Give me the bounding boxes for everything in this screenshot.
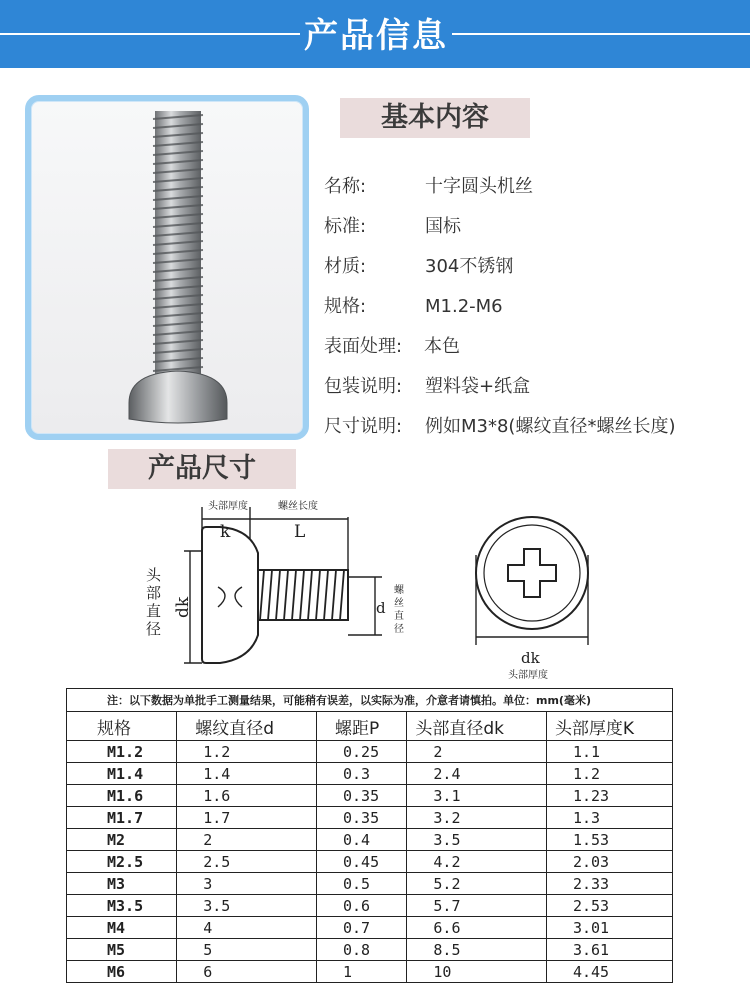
basic-info-tag: 基本内容 — [340, 98, 530, 138]
table-row: M2 2 0.4 3.5 1.53 — [67, 829, 673, 851]
top-dk-symbol: dk — [521, 649, 540, 667]
head-diameter-char-1: 头 — [146, 566, 162, 584]
dk-side-symbol: dk — [173, 596, 193, 618]
screw-length-label: 螺丝长度 — [278, 501, 318, 512]
product-photo — [25, 95, 309, 440]
top-view-label: 头部厚度 — [508, 670, 548, 681]
spec-surface: 表面处理: 本色 — [324, 336, 460, 357]
banner-title: 产品信息 — [304, 16, 448, 56]
dimension-diagram — [120, 495, 720, 685]
top-view-outer — [476, 517, 588, 629]
thread-diameter-char-3: 直 — [394, 611, 404, 622]
header-pitch: 螺距P — [316, 712, 406, 741]
thread-diameter-char-2: 丝 — [394, 598, 404, 609]
product-size-tag: 产品尺寸 — [108, 449, 296, 489]
thread-diameter-char-4: 径 — [394, 624, 404, 635]
banner-line-left — [0, 33, 300, 35]
phillips-cross — [508, 549, 556, 597]
table-row: M3 3 0.5 5.2 2.33 — [67, 873, 673, 895]
head-thickness-label: 头部厚度 — [208, 501, 248, 512]
l-symbol: L — [294, 522, 306, 542]
spec-standard: 标准: 国标 — [324, 216, 461, 237]
table-row: M4 4 0.7 6.6 3.01 — [67, 917, 673, 939]
table-header-row — [67, 712, 673, 741]
thread-diameter-char-1: 螺 — [394, 585, 404, 596]
banner-line-right — [452, 33, 750, 35]
head-recess-left — [218, 587, 225, 607]
spec-packaging: 包装说明: 塑料袋+纸盒 — [324, 376, 531, 397]
k-symbol: k — [220, 522, 231, 542]
head-diameter-char-3: 直 — [146, 602, 162, 620]
head-recess-right — [235, 587, 242, 607]
table-note-row — [67, 689, 673, 712]
table-row: M1.7 1.7 0.35 3.2 1.3 — [67, 807, 673, 829]
table-row: M6 6 1 10 4.45 — [67, 961, 673, 983]
table-row: M2.5 2.5 0.45 4.2 2.03 — [67, 851, 673, 873]
table-row: M1.4 1.4 0.3 2.4 1.2 — [67, 763, 673, 785]
top-view-inner — [484, 525, 580, 621]
d-symbol: d — [376, 599, 386, 617]
header-head-thickness: 头部厚度K — [546, 712, 672, 741]
table-row: M1.2 1.2 0.25 2 1.1 — [67, 741, 673, 763]
spec-name: 名称: 十字圆头机丝 — [324, 176, 533, 197]
size-table — [66, 688, 673, 983]
table-row: M5 5 0.8 8.5 3.61 — [67, 939, 673, 961]
header-thread-diameter: 螺纹直径d — [177, 712, 317, 741]
header-spec: 规格 — [67, 712, 177, 741]
table-note: 注：以下数据为单批手工测量结果，可能稍有误差，以实际为准，介意者请慎拍。单位：mm(毫米) — [67, 689, 673, 712]
screw-photo-illustration — [31, 101, 303, 434]
head-diameter-char-2: 部 — [146, 584, 162, 602]
head-diameter-char-4: 径 — [146, 620, 162, 638]
header-head-diameter: 头部直径dk — [407, 712, 547, 741]
spec-size-note: 尺寸说明: 例如M3*8(螺纹直径*螺丝长度) — [324, 416, 676, 437]
spec-material: 材质: 304不锈钢 — [324, 256, 514, 277]
screw-head-side — [202, 527, 258, 663]
header-banner — [0, 0, 750, 68]
thread-lines — [260, 570, 344, 620]
table-row: M1.6 1.6 0.35 3.1 1.23 — [67, 785, 673, 807]
table-row: M3.5 3.5 0.6 5.7 2.53 — [67, 895, 673, 917]
spec-size-range: 规格: M1.2-M6 — [324, 296, 503, 317]
